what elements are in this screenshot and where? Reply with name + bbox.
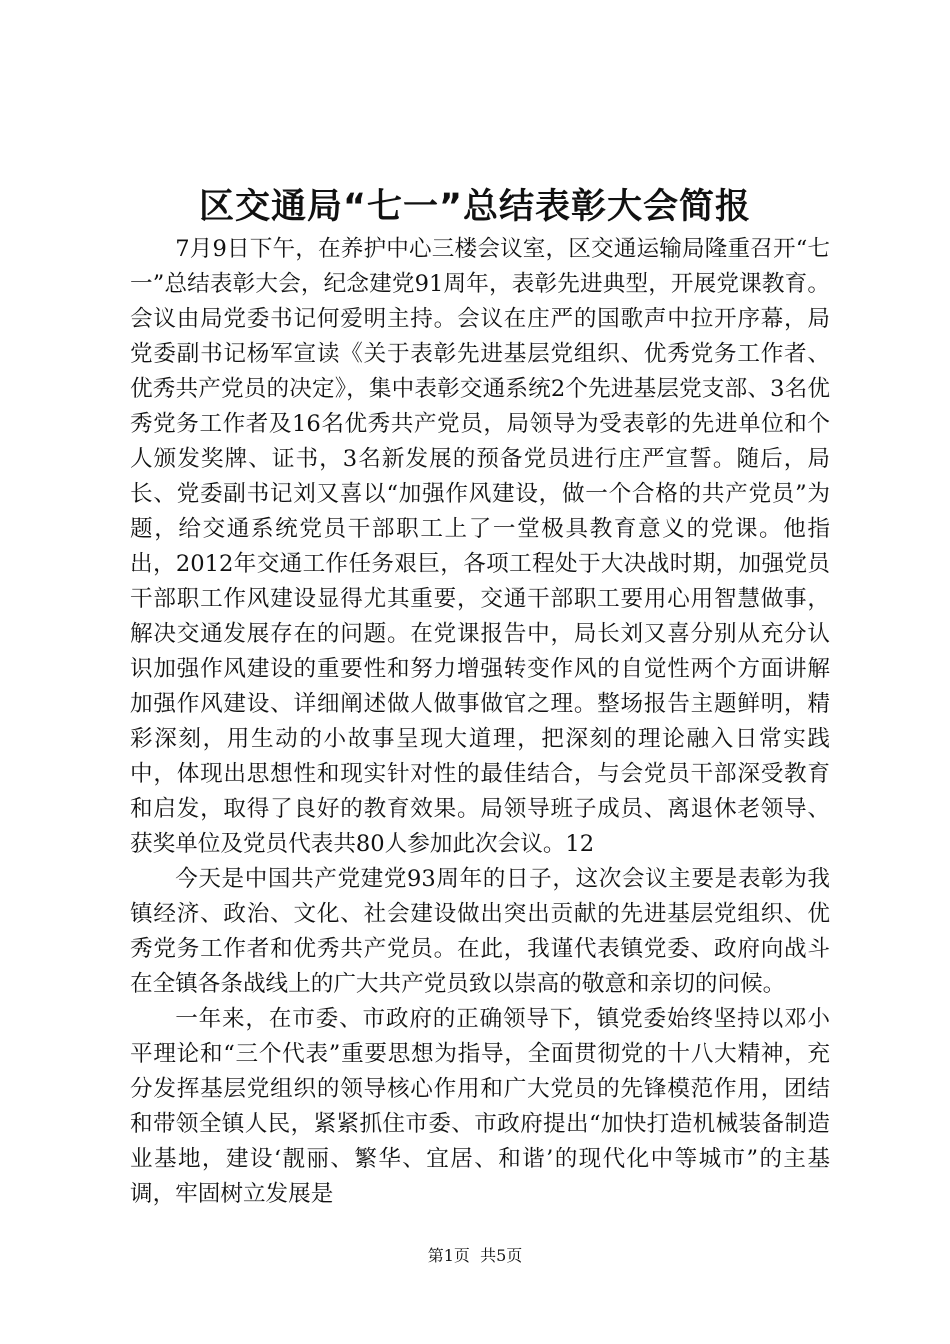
page-number: 第1页: [427, 1246, 470, 1265]
paragraph-3: 一年来，在市委、市政府的正确领导下，镇党委始终坚持以邓小平理论和“三个代表”重要思想为指导，全面贯彻党的十八大精神，充分发挥基层党组织的领导核心作用和广大党员的先锋模范作用，团结和带领全镇人民，紧紧抓住市委、市政府提出“加快打造机械装备制造业基地，建设‘靓丽、繁华、宜居、和谐’的现代化中等城市”的主基调，牢固树立发展是: [130, 1006, 830, 1207]
page-footer: [0, 1244, 950, 1268]
paragraph-2: 今天是中国共产党建党93周年的日子，这次会议主要是表彰为我镇经济、政治、文化、社会建设做出突出贡献的先进基层党组织、优秀党务工作者和优秀共产党员。在此，我谨代表镇党委、政府向战斗在全镇各条战线上的广大共产党员致以崇高的敬意和亲切的问候。: [130, 866, 830, 997]
document-title: 区交通局“七一”总结表彰大会简报: [198, 187, 751, 227]
paragraph-1: 7月9日下午，在养护中心三楼会议室，区交通运输局隆重召开“七一”总结表彰大会，纪念建党91周年，表彰先进典型，开展党课教育。会议由局党委书记何爱明主持。会议在庄严的国歌声中拉开序幕，局党委副书记杨军宣读《关于表彰先进基层党组织、优秀党务工作者、优秀共产党员的决定》，集中表彰交通系统2个先进基层党支部、3名优秀党务工作者及16名优秀共产党员，局领导为受表彰的先进单位和个人颁发奖牌、证书，3名新发展的预备党员进行庄严宣誓。随后，局长、党委副书记刘又喜以“加强作风建设，做一个合格的共产党员”为题，给交通系统党员干部职工上了一堂极具教育意义的党课。他指出，2012年交通工作任务艰巨，各项工程处于大决战时期，加强党员干部职工作风建设显得尤其重要，交通干部职工要用心用智慧做事，解决交通发展存在的问题。在党课报告中，局长刘又喜分别从充分认识加强作风建设的重要性和努力增强转变作风的自觉性两个方面讲解加强作风建设、详细阐述做人做事做官之理。整场报告主题鲜明，精彩深刻，用生动的小故事呈现大道理，把深刻的理论融入日常实践中，体现出思想性和现实针对性的最佳结合，与会党员干部深受教育和启发，取得了良好的教育效果。局领导班子成员、离退休老领导、获奖单位及党员代表共80人参加此次会议。12: [130, 236, 830, 857]
document-body: [130, 232, 830, 1212]
page-total: 共5页: [480, 1246, 523, 1265]
